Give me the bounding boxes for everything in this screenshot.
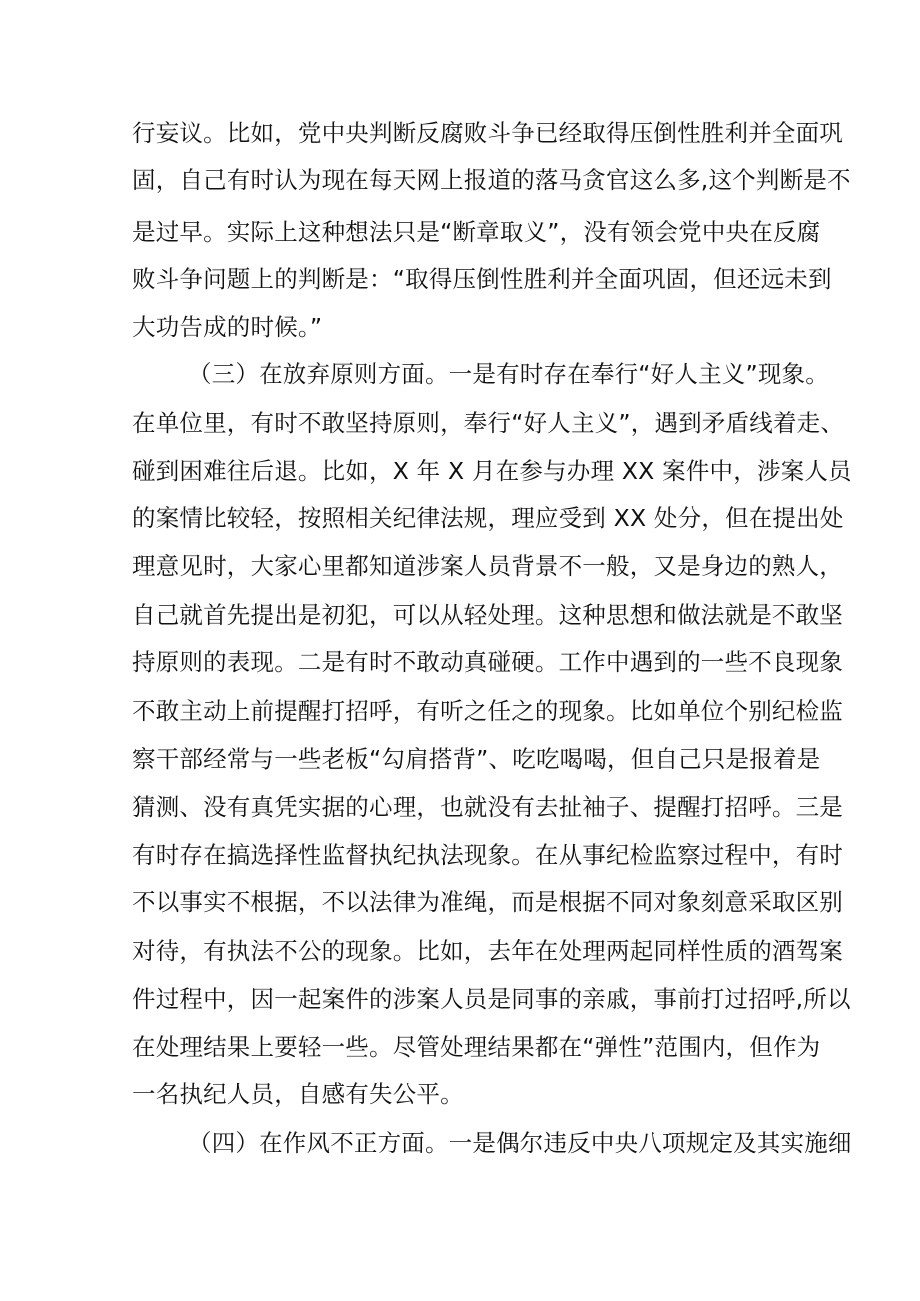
- text-line-2: 固，自己有时认为现在每天网上报道的落马贪官这么多,这个判断是不: [132, 166, 851, 194]
- text-line-12: 持原则的表现。二是有时不敢动真碰硬。工作中遇到的一些不良现象: [132, 648, 843, 676]
- text-line-17: 不以事实不根据，不以法律为准绳，而是根据不同对象刻意采取区别: [132, 888, 843, 916]
- text-line-14: 察干部经常与一些老板“勾肩搭背”、吃吃喝喝，但自己只是报着是: [132, 745, 821, 773]
- text-line-4: 败斗争问题上的判断是：“取得压倒性胜利并全面巩固，但还远未到: [132, 265, 832, 293]
- text-line-8: 碰到困难往后退。比如，X 年 X 月在参与办理 XX 案件中，涉案人员: [132, 457, 852, 485]
- text-line-9: 的案情比较轻，按照相关纪律法规，理应受到 XX 处分，但在提出处: [132, 504, 844, 532]
- text-line-11: 自己就首先提出是初犯，可以从轻处理。这种思想和做法就是不敢坚: [132, 601, 843, 629]
- paragraph-4-heading-line: （四）在作风不正方面。一是偶尔违反中央八项规定及其实施细: [188, 1129, 852, 1157]
- paragraph-3-heading-line: （三）在放弃原则方面。一是有时存在奉行“好人主义”现象。: [188, 360, 829, 388]
- text-line-3: 是过早。实际上这种想法只是“断章取义”，没有领会党中央在反腐: [132, 218, 821, 246]
- text-line-19: 件过程中，因一起案件的涉案人员是同事的亲戚，事前打过招呼,所以: [132, 985, 851, 1013]
- text-line-16: 有时存在搞选择性监督执纪执法现象。在从事纪检监察过程中，有时: [132, 841, 843, 869]
- text-line-21: 一名执纪人员，自感有失公平。: [132, 1080, 464, 1108]
- text-line-13: 不敢主动上前提醒打招呼，有听之任之的现象。比如单位个别纪检监: [132, 697, 843, 725]
- text-line-7: 在单位里，有时不敢坚持原则，奉行“好人主义”，遇到矛盾线着走、: [132, 409, 845, 437]
- text-line-20: 在处理结果上要轻一些。尽管处理结果都在“弹性”范围内，但作为: [132, 1033, 821, 1061]
- text-line-1: 行妄议。比如，党中央判断反腐败斗争已经取得压倒性胜利并全面巩: [132, 119, 843, 147]
- text-line-10: 理意见时，大家心里都知道涉案人员背景不一般，又是身边的熟人，: [132, 552, 843, 580]
- text-line-5: 大功告成的时候。”: [132, 313, 323, 341]
- text-line-15: 猜测、没有真凭实据的心理，也就没有去扯袖子、提醒打招呼。三是: [132, 793, 843, 821]
- text-line-18: 对待，有执法不公的现象。比如，去年在处理两起同样性质的酒驾案: [132, 937, 843, 965]
